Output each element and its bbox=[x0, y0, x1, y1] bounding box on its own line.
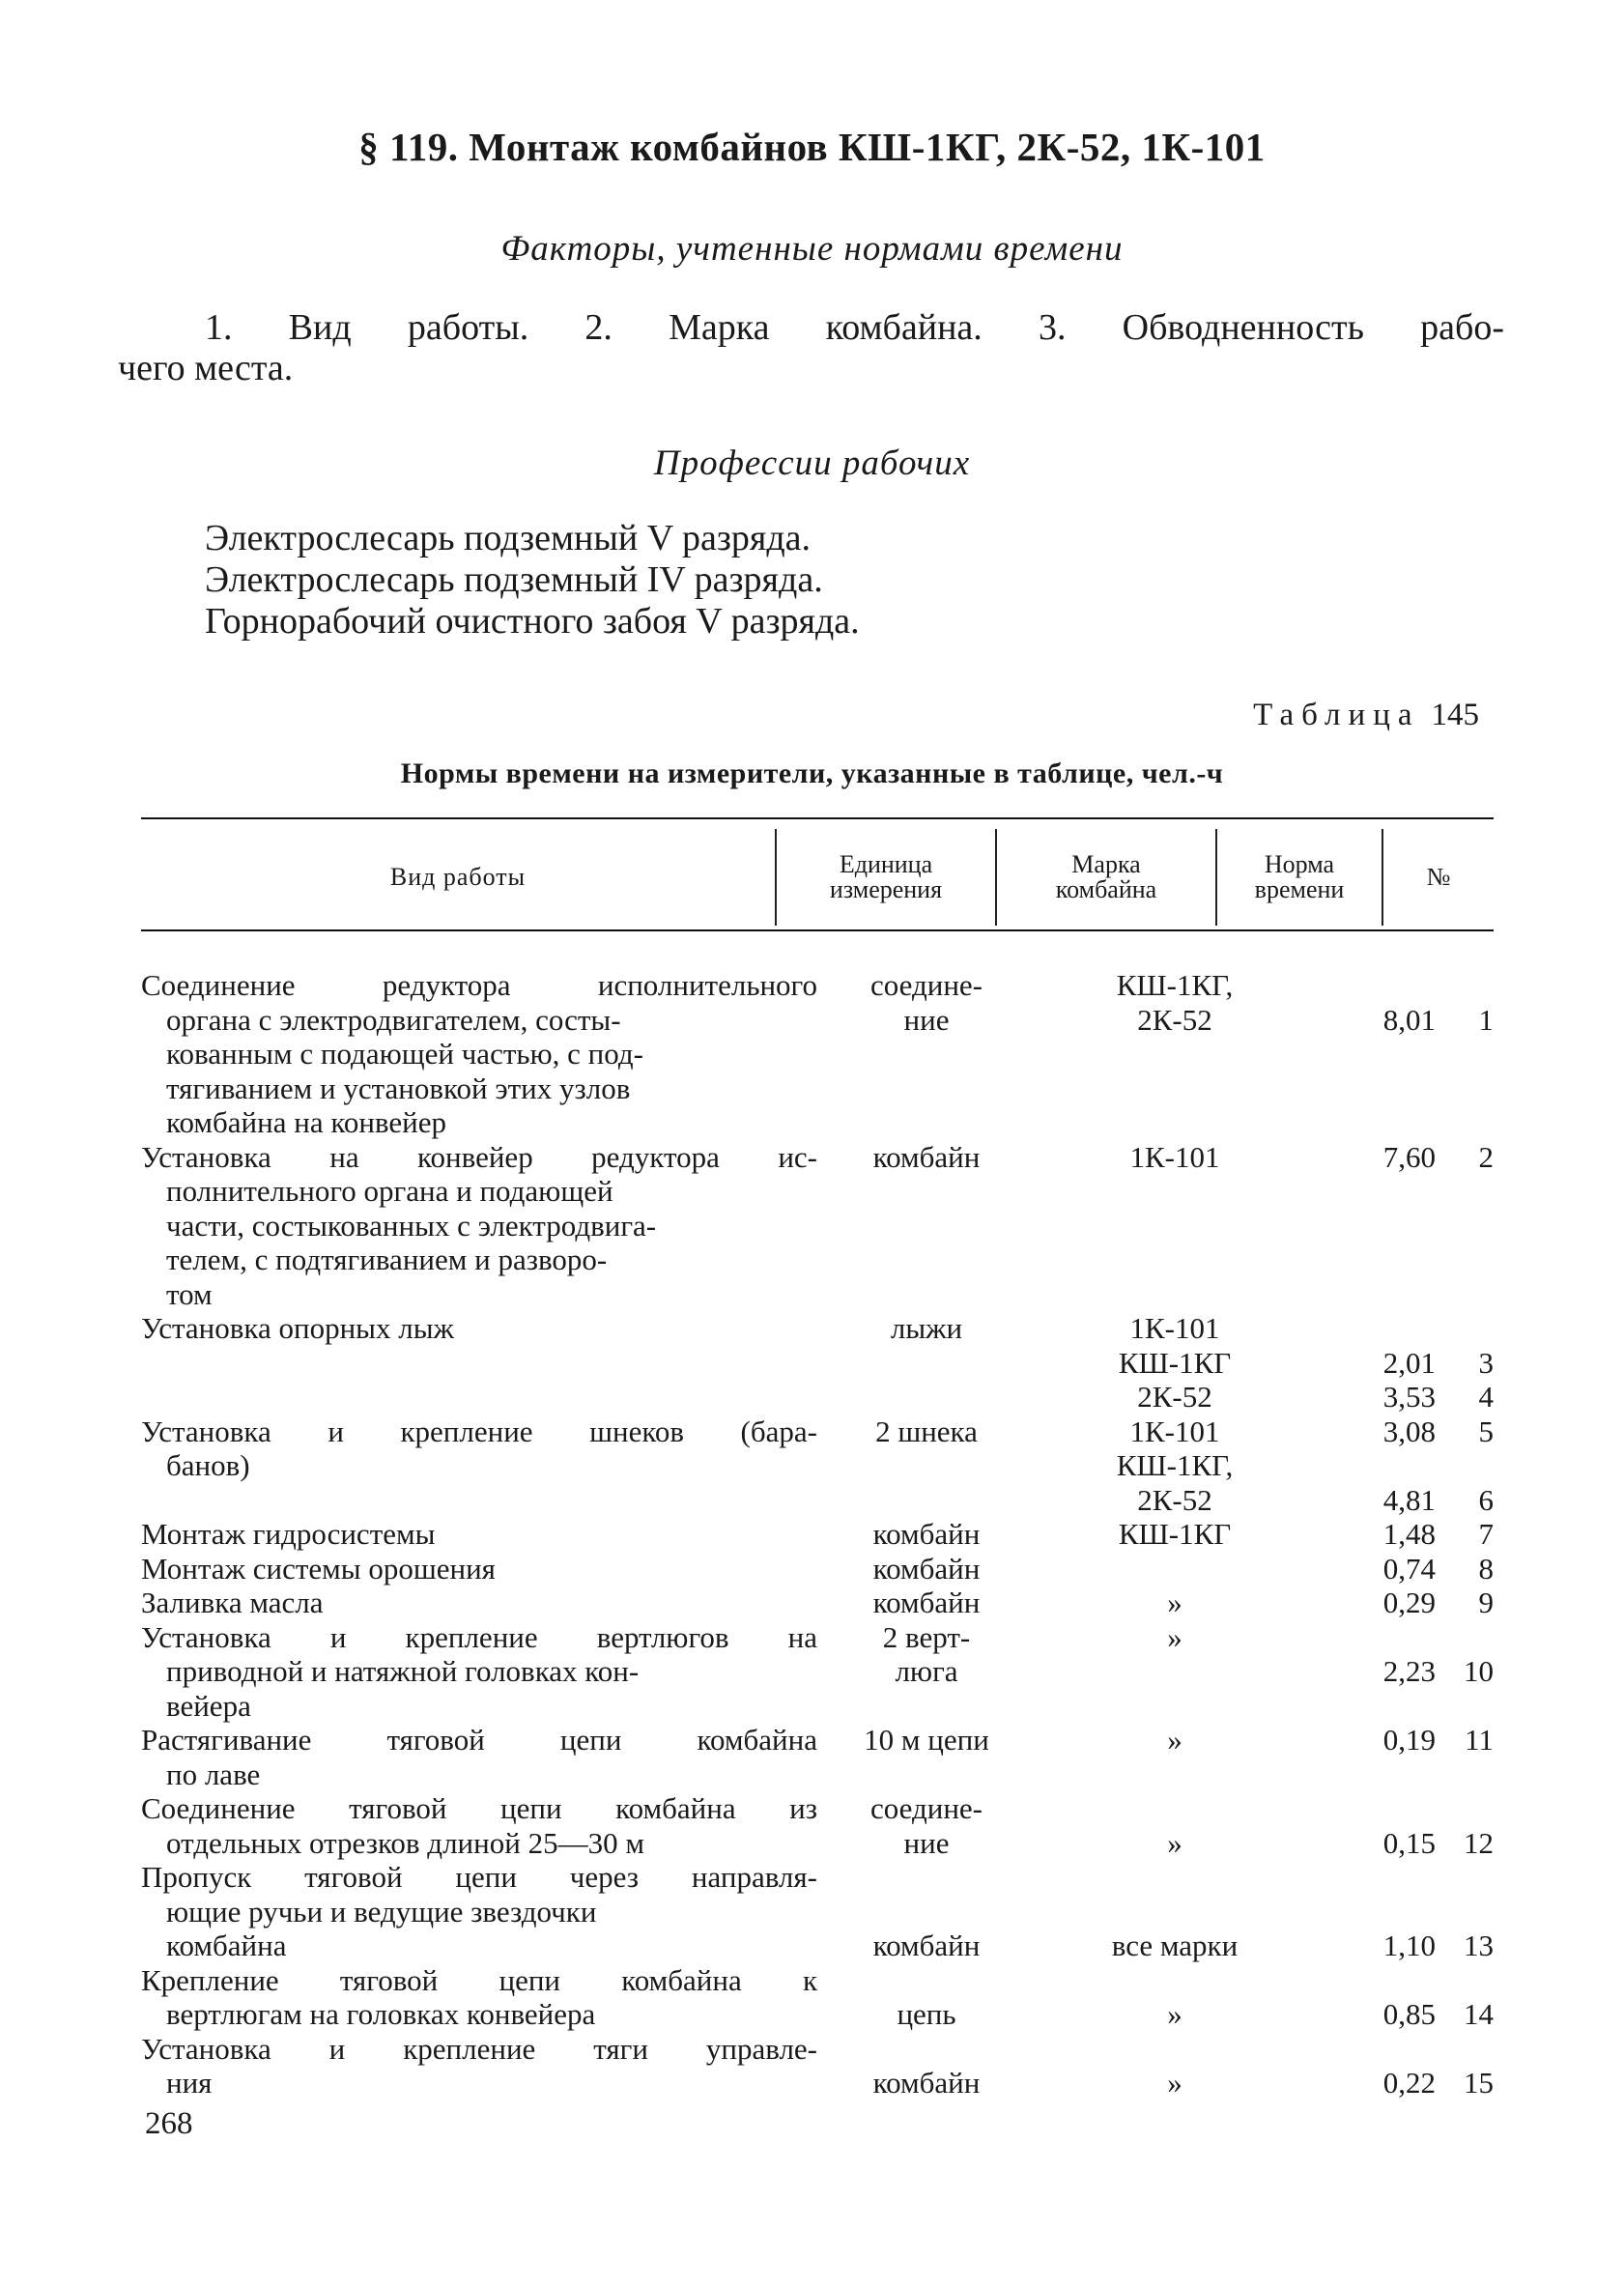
work-cell bbox=[141, 1140, 817, 1312]
work-line: Монтаж гидросистемы bbox=[141, 1517, 436, 1551]
brand-cell: 2К-52 bbox=[1137, 1482, 1212, 1517]
work-cell bbox=[141, 1723, 817, 1791]
section-title: § 119. Монтаж комбайнов КШ-1КГ, 2К-52, 1К-101 bbox=[358, 125, 1266, 169]
norm-cell: 4,81 bbox=[1382, 1482, 1436, 1517]
brand-cell: » bbox=[1167, 1825, 1182, 1860]
work-cell bbox=[141, 1517, 817, 1552]
header-bottom-rule bbox=[141, 929, 1494, 931]
header-unit-label bbox=[830, 852, 942, 902]
table-number: 145 bbox=[1431, 698, 1479, 732]
header-index-label: № bbox=[1426, 863, 1451, 891]
work-line: Заливка масла bbox=[141, 1586, 324, 1619]
brand-cell: » bbox=[1167, 2066, 1182, 2100]
work-line: Монтаж системы орошения bbox=[141, 1551, 496, 1586]
unit-cell: люга bbox=[895, 1654, 958, 1688]
factors-heading: Факторы, учтенные нормами времени bbox=[500, 229, 1124, 269]
work-line: части, состыкованных с электродвига- bbox=[166, 1208, 657, 1243]
work-line: Соединение тяговой цепи комбайна из bbox=[141, 1791, 817, 1825]
table-top-rule bbox=[141, 817, 1494, 819]
row-number: 6 bbox=[1478, 1482, 1494, 1517]
header-work bbox=[141, 829, 777, 926]
work-line: тягиванием и установкой этих узлов bbox=[166, 1071, 631, 1105]
norm-cell: 0,74 bbox=[1382, 1551, 1436, 1586]
work-cell bbox=[141, 1620, 817, 1724]
row-number: 13 bbox=[1464, 1929, 1494, 1962]
unit-cell: ние bbox=[903, 1825, 950, 1860]
unit-cell: лыжи bbox=[890, 1311, 963, 1345]
work-line: кованным с подающей частью, с под- bbox=[166, 1037, 643, 1071]
profession-item: Электрослесарь подземный IV разряда. bbox=[205, 559, 823, 600]
header-brand-line: комбайна bbox=[1055, 875, 1157, 903]
profession-item: Электрослесарь подземный V разряда. bbox=[205, 518, 812, 558]
header-norm-line: Норма bbox=[1264, 850, 1335, 878]
header-norm-line: времени bbox=[1254, 875, 1345, 903]
unit-cell: ние bbox=[903, 1002, 950, 1037]
norm-cell: 0,85 bbox=[1382, 1997, 1436, 2031]
brand-cell: » bbox=[1167, 1619, 1182, 1654]
unit-cell: комбайн bbox=[872, 1517, 981, 1551]
brand-cell: все марки bbox=[1111, 1929, 1239, 1962]
table-label bbox=[1253, 698, 1479, 733]
profession-item: Горнорабочий очистного забоя V разряда. bbox=[205, 601, 860, 642]
work-line: органа с электродвигателем, состы- bbox=[166, 1002, 621, 1037]
norm-cell: 7,60 bbox=[1382, 1139, 1436, 1174]
brand-cell: 1К-101 bbox=[1129, 1414, 1220, 1448]
norm-cell: 3,53 bbox=[1382, 1380, 1436, 1414]
row-number: 8 bbox=[1478, 1551, 1494, 1586]
unit-cell: соедине- bbox=[869, 1791, 983, 1825]
header-brand-line: Марка bbox=[1071, 850, 1141, 878]
norm-cell: 8,01 bbox=[1382, 1002, 1436, 1037]
work-cell bbox=[141, 1963, 817, 2032]
work-cell bbox=[141, 2032, 817, 2100]
row-number: 4 bbox=[1478, 1380, 1494, 1414]
row-number: 11 bbox=[1465, 1723, 1494, 1757]
header-brand bbox=[997, 829, 1217, 926]
work-line: Соединение редуктора исполнительного bbox=[141, 968, 817, 1002]
header-brand-label bbox=[1056, 852, 1156, 902]
work-line: Установка опорных лыж bbox=[141, 1311, 454, 1345]
professions-heading: Профессии рабочих bbox=[653, 443, 971, 483]
unit-cell: 10 м цепи bbox=[864, 1723, 989, 1757]
brand-cell: КШ-1КГ bbox=[1118, 1345, 1232, 1380]
brand-cell: 1К-101 bbox=[1129, 1311, 1220, 1345]
work-line: комбайна на конвейер bbox=[166, 1105, 446, 1139]
unit-cell: комбайн bbox=[872, 1139, 981, 1174]
work-line: Установка и крепление вертлюгов на bbox=[141, 1619, 817, 1654]
work-line: Крепление тяговой цепи комбайна к bbox=[141, 1962, 817, 1997]
header-work-label: Вид работы bbox=[389, 863, 527, 891]
norm-cell: 2,01 bbox=[1382, 1345, 1436, 1380]
table-caption: Нормы времени на измерители, указанные в таблице, чел.-ч bbox=[400, 757, 1224, 789]
row-number: 7 bbox=[1478, 1517, 1494, 1551]
work-line: ющие ручьи и ведущие звездочки bbox=[166, 1894, 597, 1929]
brand-cell: » bbox=[1167, 1997, 1182, 2031]
header-unit-line: Единица bbox=[839, 850, 933, 878]
header-unit bbox=[777, 829, 997, 926]
work-line: ния bbox=[166, 2066, 213, 2100]
header-unit-line: измерения bbox=[829, 875, 943, 903]
work-cell bbox=[141, 1791, 817, 1860]
factors-paragraph bbox=[118, 307, 1504, 388]
brand-cell: КШ-1КГ bbox=[1118, 1517, 1232, 1551]
norm-cell: 3,08 bbox=[1382, 1414, 1436, 1448]
work-line: приводной и натяжной головках кон- bbox=[166, 1654, 640, 1688]
work-line: телем, с подтягиванием и разворо- bbox=[166, 1243, 608, 1276]
professions-list bbox=[205, 518, 860, 643]
header-norm bbox=[1217, 829, 1383, 926]
unit-cell: комбайн bbox=[872, 1586, 981, 1619]
brand-cell: » bbox=[1167, 1723, 1182, 1757]
factors-line: 1. Вид работы. 2. Марка комбайна. 3. Обводненность рабо- bbox=[205, 307, 1504, 348]
work-cell bbox=[141, 968, 817, 1140]
work-cell bbox=[141, 1552, 817, 1586]
work-line: банов) bbox=[166, 1448, 250, 1482]
work-cell bbox=[141, 1414, 817, 1483]
unit-cell: 2 шнека bbox=[875, 1414, 978, 1448]
header-norm-label bbox=[1255, 852, 1345, 902]
norm-cell: 0,15 bbox=[1382, 1825, 1436, 1860]
unit-cell: 2 верт- bbox=[882, 1619, 971, 1654]
work-cell bbox=[141, 1860, 817, 1963]
brand-cell: 1К-101 bbox=[1129, 1139, 1220, 1174]
page-number: 268 bbox=[145, 2106, 193, 2141]
row-number: 12 bbox=[1464, 1825, 1494, 1860]
row-number: 15 bbox=[1464, 2066, 1494, 2100]
work-line: отдельных отрезков длиной 25—30 м bbox=[166, 1825, 644, 1860]
norm-cell: 1,10 bbox=[1382, 1929, 1436, 1962]
unit-cell: соедине- bbox=[869, 968, 983, 1002]
row-number: 9 bbox=[1478, 1586, 1494, 1619]
unit-cell: комбайн bbox=[872, 1551, 981, 1586]
factors-line: чего места. bbox=[118, 348, 294, 388]
work-line: Пропуск тяговой цепи через направля- bbox=[141, 1860, 817, 1894]
work-line: том bbox=[166, 1276, 213, 1311]
row-number: 3 bbox=[1478, 1345, 1494, 1380]
row-number: 1 bbox=[1478, 1002, 1494, 1037]
brand-cell: 2К-52 bbox=[1137, 1002, 1212, 1037]
work-line: Установка и крепление тяги управле- bbox=[141, 2031, 817, 2066]
table-label-text: Таблица bbox=[1253, 698, 1420, 732]
work-line: вертлюгам на головках конвейера bbox=[166, 1997, 596, 2031]
norm-cell: 1,48 bbox=[1382, 1517, 1436, 1551]
work-cell bbox=[141, 1586, 817, 1620]
row-number: 5 bbox=[1478, 1414, 1494, 1448]
brand-cell: КШ-1КГ, bbox=[1116, 968, 1234, 1002]
work-line: вейера bbox=[166, 1688, 251, 1723]
norm-cell: 2,23 bbox=[1382, 1654, 1436, 1688]
norm-cell: 0,22 bbox=[1382, 2066, 1436, 2100]
unit-cell: комбайн bbox=[872, 2066, 981, 2100]
work-line: по лаве bbox=[166, 1757, 261, 1791]
work-line: полнительного органа и подающей bbox=[166, 1174, 613, 1208]
row-number: 2 bbox=[1478, 1139, 1494, 1174]
work-line: Установка на конвейер редуктора ис- bbox=[141, 1139, 817, 1174]
brand-cell: 2К-52 bbox=[1137, 1380, 1212, 1414]
norm-cell: 0,19 bbox=[1382, 1723, 1436, 1757]
unit-cell: цепь bbox=[897, 1997, 956, 2031]
norm-cell: 0,29 bbox=[1382, 1586, 1436, 1619]
brand-cell: » bbox=[1167, 1586, 1182, 1619]
brand-cell: КШ-1КГ, bbox=[1116, 1448, 1234, 1482]
work-line: Установка и крепление шнеков (бара- bbox=[141, 1414, 817, 1448]
unit-cell: комбайн bbox=[872, 1929, 981, 1962]
row-number: 14 bbox=[1464, 1997, 1494, 2031]
row-number: 10 bbox=[1464, 1654, 1494, 1688]
header-index bbox=[1383, 829, 1494, 926]
work-line: Растягивание тяговой цепи комбайна bbox=[141, 1723, 817, 1757]
work-cell bbox=[141, 1311, 817, 1346]
work-line: комбайна bbox=[166, 1929, 287, 1962]
